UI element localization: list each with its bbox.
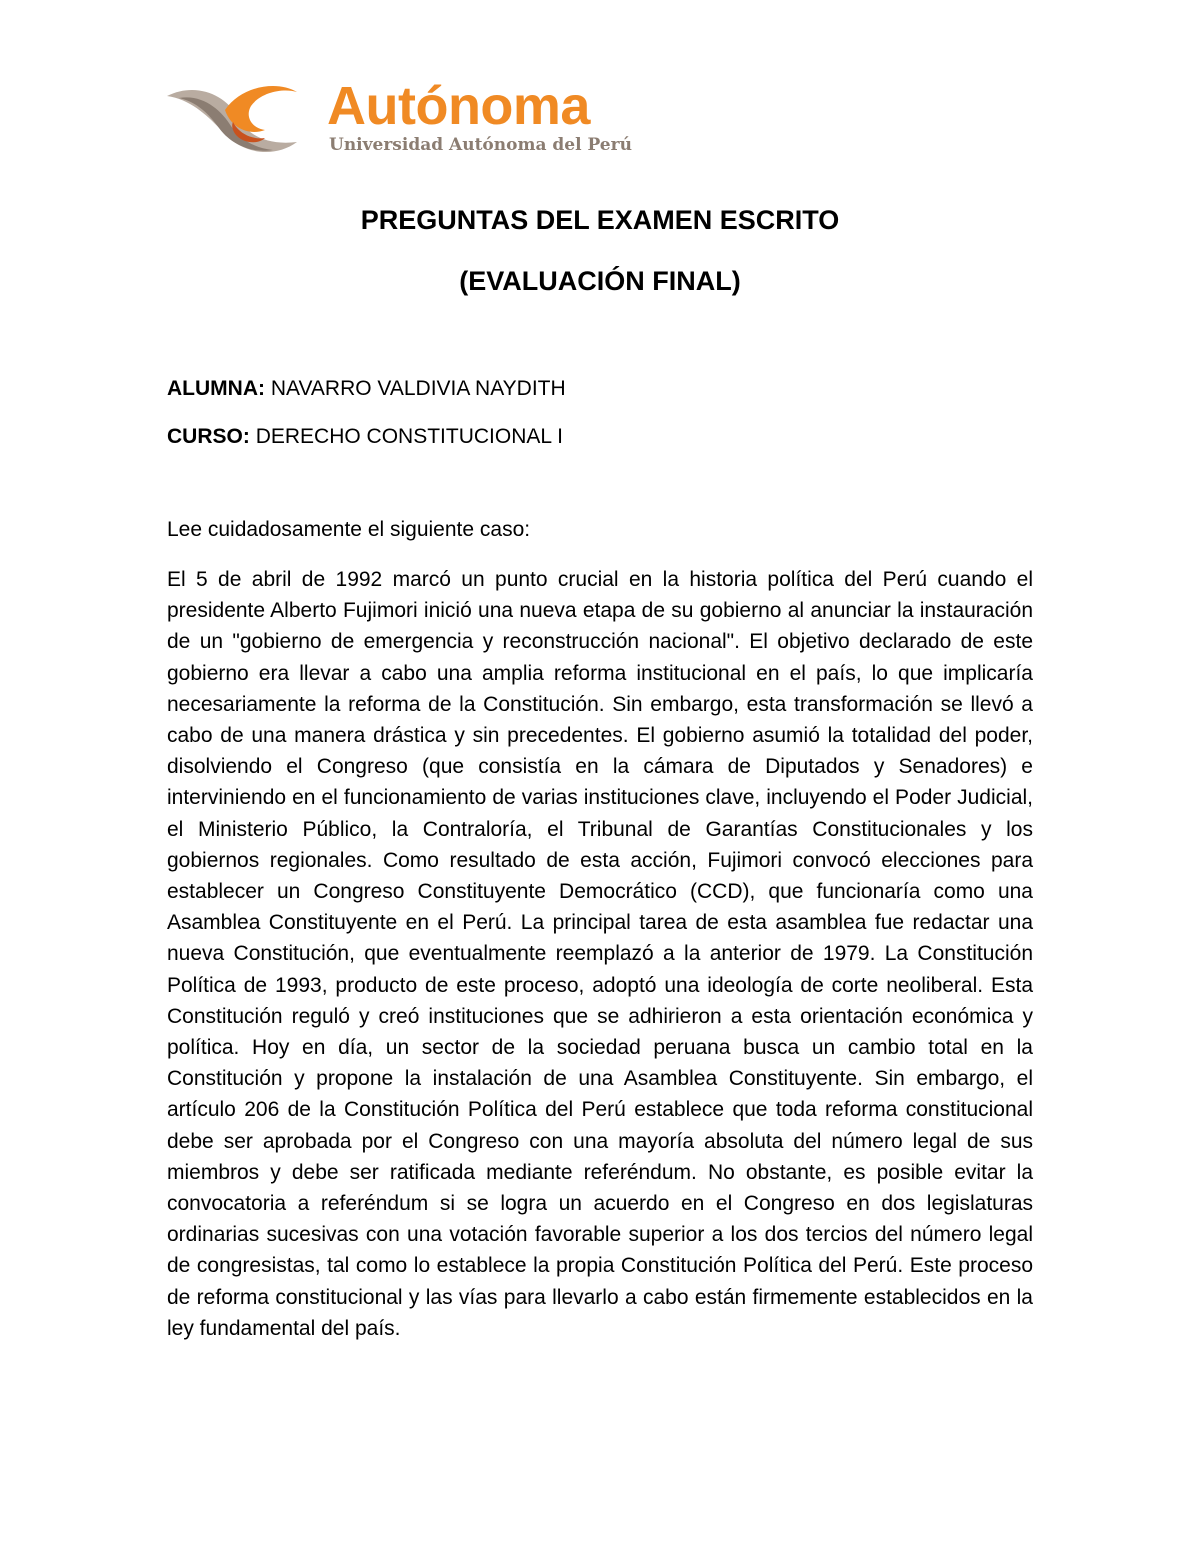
instructions-text: Lee cuidadosamente el siguiente caso: [167, 518, 531, 541]
student-field [167, 376, 566, 402]
university-logo [165, 76, 635, 160]
case-paragraph: El 5 de abril de 1992 marcó un punto crucial en la historia política del Perú cuando el presidente Alberto Fujimori inició una nueva etapa de su gobierno al anunciar la instauración de un "gobierno de emergencia y reconstrucción nacional". El objetivo declarado de este gobierno era llevar a cabo una amplia reforma institucional en el país, lo que implicaría necesariamente la reforma de la Constitución. Sin embargo, esta transformación se llevó a cabo de una manera drástica y sin precedentes. El gobierno asumió la totalidad del poder, disolviendo el Congreso (que consistía en la cámara de Diputados y Senadores) e interviniendo en el funcionamiento de varias instituciones clave, incluyendo el Poder Judicial, el Ministerio Público, la Contraloría, el Tribunal de Garantías Constitucionales y los gobiernos regionales. Como resultado de esta acción, Fujimori convocó elecciones para establecer un Congreso Constituyente Democrático (CCD), que funcionaría como una Asamblea Constituyente en el Perú. La principal tarea de esta asamblea fue redactar una nueva Constitución, que eventualmente reemplazó a la anterior de 1979. La Constitución Política de 1993, producto de este proceso, adoptó una ideología de corte neoliberal. Esta Constitución reguló y creó instituciones que se adhirieron a esta orientación económica y política. Hoy en día, un sector de la sociedad peruana busca un cambio total en la Constitución y propone la instalación de una Asamblea Constituyente. Sin embargo, el artículo 206 de la Constitución Política del Perú establece que toda reforma constitucional debe ser aprobada por el Congreso con una mayoría absoluta del número legal de sus miembros y debe ser ratificada mediante referéndum. No obstante, es posible evitar la convocatoria a referéndum si se logra un acuerdo en el Congreso en dos legislaturas ordinarias sucesivas con una votación favorable superior a los dos tercios del número legal de congresistas, tal como lo establece la propia Constitución Política del Perú. Este proceso de reforma constitucional y las vías para llevarlo a cabo están firmemente establecidos en la ley fundamental del país. [167, 568, 1033, 1340]
logo-wordmark: Autónoma [327, 76, 590, 136]
document-title: PREGUNTAS DEL EXAMEN ESCRITO [360, 205, 840, 235]
course-name: DERECHO CONSTITUCIONAL I [255, 425, 563, 448]
course-field [167, 424, 563, 450]
course-label: CURSO: [167, 425, 250, 448]
student-label: ALUMNA: [167, 377, 265, 400]
document-subtitle: (EVALUACIÓN FINAL) [459, 266, 741, 296]
student-name: NAVARRO VALDIVIA NAYDITH [270, 377, 566, 400]
logo-subtitle: Universidad Autónoma del Perú [329, 135, 632, 155]
logo-swoosh-icon [165, 80, 305, 160]
